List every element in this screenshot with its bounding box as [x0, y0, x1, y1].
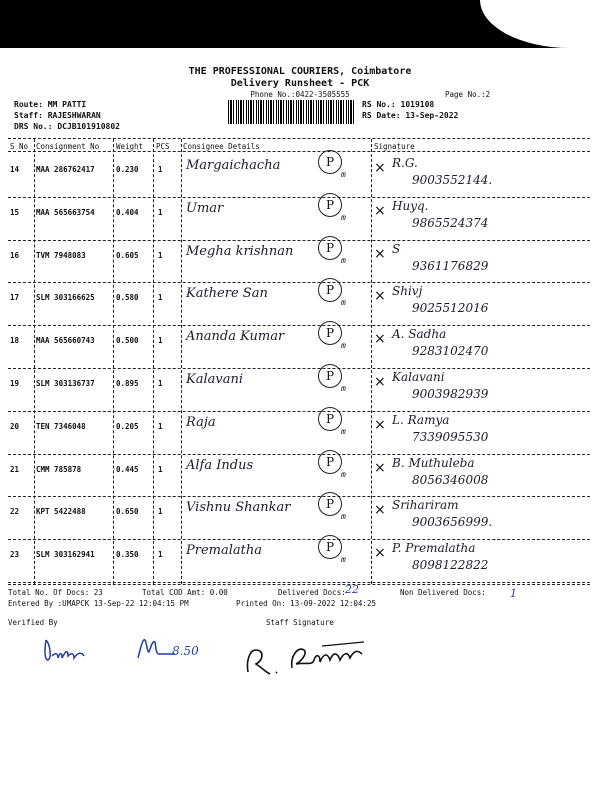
weight: 0.605	[116, 250, 139, 260]
stamp-suffix: m	[341, 426, 346, 436]
receiver-phone: 7339095530	[412, 429, 489, 444]
table-header-rule	[8, 151, 590, 152]
consignee-name: Kalavani	[186, 372, 243, 387]
receiver-signature: Shivj	[392, 284, 423, 299]
p-stamp-icon: P	[318, 535, 342, 559]
table-row	[0, 327, 600, 367]
receiver-phone: 8056346008	[412, 472, 489, 487]
row-rule	[8, 197, 590, 198]
pieces: 1	[158, 550, 163, 560]
consignee-name: Vishnu Shankar	[186, 500, 291, 516]
receiver-phone: 8098122822	[412, 558, 489, 573]
delivered-docs-value: 22	[345, 583, 359, 596]
consignment-number: MAA 565660743	[36, 336, 95, 346]
cross-mark-icon: ×	[374, 459, 386, 476]
stamp-suffix: m	[341, 341, 346, 351]
pieces: 1	[158, 464, 163, 474]
consignment-number: KPT 5422488	[36, 507, 86, 517]
cross-mark-icon: ×	[374, 288, 386, 305]
p-stamp-icon: P	[318, 407, 342, 431]
table-row	[0, 456, 600, 496]
verifier-signature	[40, 630, 110, 670]
weight: 0.580	[116, 293, 139, 303]
table-bottom-rule	[8, 584, 590, 585]
cross-mark-icon: ×	[374, 416, 386, 433]
stamp-suffix: m	[341, 384, 346, 393]
cross-mark-icon: ×	[374, 331, 386, 348]
stamp-suffix: m	[341, 170, 346, 179]
row-rule	[8, 496, 590, 497]
scan-black-band	[0, 0, 600, 48]
phone-number: Phone No.:0422-3505555	[250, 90, 350, 99]
p-stamp-icon: P	[318, 278, 342, 302]
weight: 0.895	[116, 379, 139, 388]
cross-mark-icon: ×	[374, 502, 386, 519]
stamp-suffix: m	[341, 555, 346, 565]
row-rule	[8, 582, 590, 583]
consignee-name: Megha krishnan	[186, 243, 294, 259]
weight: 0.404	[116, 207, 139, 217]
consignment-number: SLM 303136737	[36, 379, 95, 388]
pieces: 1	[158, 421, 163, 431]
stamp-suffix: m	[341, 212, 346, 222]
table-row	[0, 498, 600, 538]
receiver-phone: 9003982939	[412, 387, 489, 401]
consignee-name: Raja	[186, 414, 216, 430]
row-rule	[8, 454, 590, 455]
column-header-weight: Weight	[116, 142, 144, 151]
stamp-suffix: m	[341, 512, 346, 522]
cross-mark-icon: ×	[374, 545, 386, 562]
p-stamp-icon: P	[318, 236, 342, 260]
receiver-phone: 9865524374	[412, 215, 489, 230]
pieces: 1	[158, 507, 163, 517]
company-name: THE PROFESSIONAL COURIERS, Coimbatore	[188, 66, 412, 77]
p-stamp-icon: P	[318, 150, 342, 174]
receiver-signature: R.G.	[392, 156, 418, 170]
column-header-consignment: Consignment No	[36, 142, 100, 151]
row-sno: 15	[10, 207, 20, 217]
row-sno: 21	[10, 464, 20, 474]
row-rule	[8, 411, 590, 412]
receiver-phone: 9361176829	[412, 258, 489, 273]
receiver-signature: L. Ramya	[392, 412, 450, 427]
row-sno: 23	[10, 550, 20, 560]
consignee-name: Umar	[186, 200, 224, 216]
rs-number: RS No.: 1019108	[362, 100, 435, 109]
consignment-number: TVM 7948083	[36, 250, 86, 260]
rs-date: RS Date: 13-Sep-2022	[362, 111, 459, 120]
table-row	[0, 370, 600, 410]
consignment-number: TEN 7346048	[36, 421, 86, 431]
pieces: 1	[158, 207, 163, 217]
cross-mark-icon: ×	[374, 245, 386, 262]
staff-signature	[240, 632, 380, 682]
delivered-docs-label: Delivered Docs:	[278, 588, 346, 597]
receiver-signature: Huyq.	[392, 198, 429, 213]
row-rule	[8, 325, 590, 326]
receiver-signature: B. Muthuleba	[392, 455, 475, 470]
route: Route: MM PATTI	[14, 100, 87, 109]
page-number: Page No.:2	[445, 90, 491, 99]
consignment-number: MAA 286762417	[36, 165, 95, 174]
table-row	[0, 242, 600, 282]
p-stamp-icon: P	[318, 492, 342, 516]
consignment-number: MAA 565663754	[36, 207, 95, 217]
p-stamp-icon: P	[318, 450, 342, 474]
row-sno: 16	[10, 250, 20, 260]
stamp-suffix: m	[341, 469, 346, 479]
row-sno: 18	[10, 336, 20, 346]
cross-mark-icon: ×	[374, 160, 386, 176]
pieces: 1	[158, 250, 163, 260]
p-stamp-icon: P	[318, 193, 342, 217]
page-curl	[480, 0, 600, 48]
row-sno: 19	[10, 379, 20, 388]
p-stamp-icon: P	[318, 321, 342, 345]
pieces: 1	[158, 165, 163, 174]
drs-number: DRS No.: DCJB101910802	[14, 122, 120, 131]
weight: 0.650	[116, 507, 139, 517]
verified-by-label: Verified By	[8, 618, 58, 627]
column-header-signature: Signature	[374, 142, 415, 151]
receiver-phone: 9003552144.	[412, 173, 493, 187]
receiver-signature: Srihariram	[392, 498, 459, 513]
consignee-name: Kathere San	[186, 286, 268, 302]
consignment-number: SLM 303166625	[36, 293, 95, 303]
table-row	[0, 156, 600, 196]
row-rule	[8, 368, 590, 369]
consignee-name: Margaichacha	[186, 158, 281, 173]
column-header-pcs: PCS	[156, 142, 170, 151]
receiver-signature: Kalavani	[392, 370, 445, 384]
consignee-name: Premalatha	[186, 543, 262, 559]
staff: Staff: RAJESHWARAN	[14, 111, 101, 120]
weight: 0.205	[116, 421, 139, 431]
delivery-time-note: 8.50	[172, 644, 199, 658]
stamp-suffix: m	[341, 255, 346, 265]
row-sno: 17	[10, 293, 20, 303]
entered-by: Entered By :UMAPCK 13-Sep-22 12:04:15 PM	[8, 599, 189, 608]
weight: 0.230	[116, 165, 139, 174]
pieces: 1	[158, 379, 163, 388]
document-title: Delivery Runsheet - PCK	[230, 78, 370, 89]
column-header-consignee: Consignee Details	[183, 142, 260, 151]
receiver-signature: S	[392, 241, 401, 256]
table-row	[0, 413, 600, 453]
p-stamp-icon: P	[318, 364, 342, 388]
weight: 0.500	[116, 336, 139, 346]
weight: 0.350	[116, 550, 139, 560]
non-delivered-docs-value: 1	[510, 587, 517, 600]
weight: 0.445	[116, 464, 139, 474]
table-row	[0, 541, 600, 581]
row-rule	[8, 240, 590, 241]
row-rule	[8, 539, 590, 540]
row-sno: 20	[10, 421, 20, 431]
barcode	[228, 100, 356, 124]
stamp-suffix: m	[341, 298, 346, 308]
non-delivered-docs-label: Non Delivered Docs:	[400, 588, 486, 597]
receiver-phone: 9003656999.	[412, 515, 493, 530]
table-row	[0, 284, 600, 324]
printed-on: Printed On: 13-09-2022 12:04:25	[236, 599, 376, 608]
receiver-signature: P. Premalatha	[392, 541, 476, 556]
receiver-signature: A. Sadha	[392, 327, 447, 342]
receiver-phone: 9283102470	[412, 344, 489, 359]
column-header-sno: S No	[10, 142, 29, 151]
staff-signature-label: Staff Signature	[266, 618, 334, 627]
total-docs: Total No. Of Docs: 23	[8, 588, 103, 597]
table-top-rule	[8, 138, 590, 139]
row-sno: 22	[10, 507, 20, 517]
consignment-number: SLM 303162941	[36, 550, 95, 560]
row-sno: 14	[10, 165, 20, 174]
pieces: 1	[158, 293, 163, 303]
receiver-phone: 9025512016	[412, 301, 489, 316]
consignee-name: Alfa Indus	[186, 457, 254, 473]
cross-mark-icon: ×	[374, 202, 386, 219]
cross-mark-icon: ×	[374, 374, 386, 390]
consignment-number: CMM 785878	[36, 464, 82, 474]
consignee-name: Ananda Kumar	[186, 329, 285, 345]
row-rule	[8, 282, 590, 283]
total-cod: Total COD Amt: 0.00	[142, 588, 228, 597]
pieces: 1	[158, 336, 163, 346]
table-row	[0, 199, 600, 239]
